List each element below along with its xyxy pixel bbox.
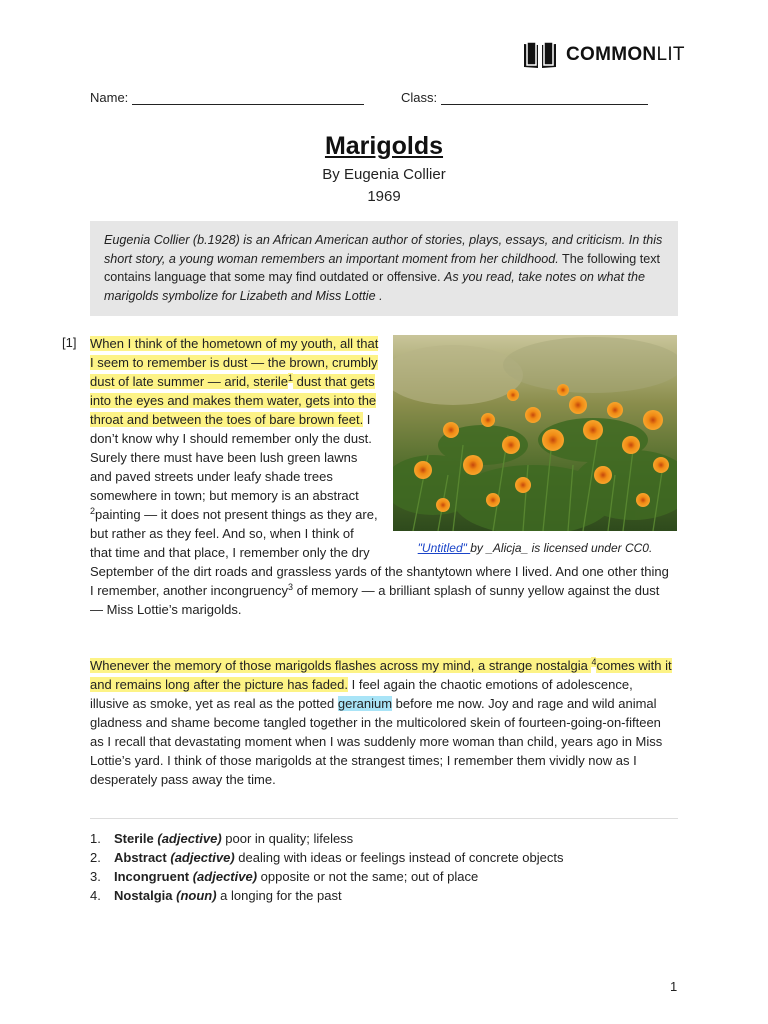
intro-box (90, 221, 678, 316)
photo-license-text: by _Alicja_ is licensed under CC0. (470, 541, 653, 555)
footnote-number: 2. (90, 850, 101, 865)
name-blank-line[interactable] (132, 90, 364, 105)
footnote-term: Abstract (114, 850, 167, 865)
footnote-number: 4. (90, 888, 101, 903)
name-field[interactable] (90, 90, 364, 105)
footnote-definition: a longing for the past (216, 888, 342, 903)
highlight-2a: Whenever the memory of those marigolds flashes across my mind, a strange nostalgia (90, 658, 592, 673)
footnote-pos: (noun) (172, 888, 217, 903)
footnote-ref-3[interactable]: 3 (288, 582, 294, 592)
footnote-definition: dealing with ideas or feelings instead of concrete objects (234, 850, 564, 865)
paragraph-number: [1] (62, 335, 77, 350)
photo-source-link[interactable]: "Untitled" (417, 541, 471, 555)
paragraph-2 (90, 656, 674, 789)
commonlit-logo (522, 40, 685, 70)
footnote-pos: (adjective) (166, 850, 235, 865)
paragraph-1 (90, 334, 674, 619)
footnote-divider (90, 818, 678, 819)
footnote-ref-1[interactable]: 1 (287, 373, 293, 383)
footnote-term: Sterile (114, 831, 154, 846)
footnote-ref-4[interactable]: 4 (591, 657, 597, 667)
highlight-2b: comes with it and remains long after the picture has faded. (90, 658, 672, 692)
name-label: Name: (90, 90, 129, 105)
intro-text-plain: The following text contains language that some may find outdated or offensive. (104, 251, 661, 284)
intro-reading-prompt: As you read, take notes on what the marigolds symbolize for Lizabeth and Miss Lottie . (104, 270, 645, 303)
page-number: 1 (670, 979, 678, 994)
footnote-number: 3. (90, 869, 101, 884)
footnote-item (90, 848, 563, 867)
author-byline: By Eugenia Collier (322, 166, 446, 183)
publication-year: 1969 (367, 188, 401, 205)
footnote-ref-2[interactable]: 2 (90, 506, 96, 516)
footnote-term: Nostalgia (114, 888, 173, 903)
paragraph-1-text-c: of memory — a brilliant splash of sunny yellow against the dust — Miss Lottie’s marigolds. (90, 583, 660, 617)
footnote-pos: (adjective) (189, 869, 258, 884)
footnotes-list (90, 829, 563, 905)
footnote-item (90, 867, 563, 886)
marigold-photo (393, 335, 677, 531)
story-title: Marigolds (324, 132, 444, 160)
class-field[interactable] (401, 90, 648, 105)
paragraph-2-text-b: before me now. Joy and rage and wild animal gladness and shame become tangled together in the multicolored skein of fourteen-going-on-fifteen as I recall that devastating moment when I was suddenly more woman than child, years ago in Miss Lottie’s yard. I think of those marigolds at the strangest times; I remember them vividly now as I desperately pass away the time. (90, 696, 663, 787)
photo-caption (393, 539, 677, 558)
class-blank-line[interactable] (441, 90, 648, 105)
figure (393, 335, 677, 558)
logo-text: COMMONLIT (566, 44, 685, 65)
highlight-geranium: geranium (337, 696, 393, 711)
footnote-number: 1. (90, 831, 101, 846)
footnote-item (90, 829, 563, 848)
paragraph-2-text-a: I feel again the chaotic emotions of adolescence, illusive as smoke, yet as real as the potted (90, 677, 633, 711)
footnote-term: Incongruent (114, 869, 190, 884)
paragraph-1-text-b: painting — it does not present things as they are, but rather as they feel. And so, when I think of that time and that place, I remember only the dry September of the dirt roads and grassless yards of the shantytown where I lived. And one other thing I remember, another incongruency (90, 507, 669, 598)
highlight-1a: When I think of the hometown of my youth, all that I seem to remember is dust — the brown, crumbly dust of late summer — arid, sterile (90, 336, 379, 389)
footnote-definition: poor in quality; lifeless (221, 831, 354, 846)
intro-text-italic: Eugenia Collier (b.1928) is an African American author of stories, plays, essays, and criticism. In this short story, a young woman remembers an important moment from her childhood. (104, 233, 663, 266)
class-label: Class: (401, 90, 438, 105)
footnote-definition: opposite or not the same; out of place (257, 869, 479, 884)
open-book-icon (522, 40, 558, 70)
paragraph-1-text-a: I don’t know why I should remember only the dust. Surely there must have been lush green lawns and paved streets under leafy shade trees somewhere in town; but memory is an abstract (90, 412, 372, 503)
highlight-1b: dust that gets into the eyes and makes them water, gets into the throat and between the toes of bare brown feet. (90, 374, 377, 427)
footnote-pos: (adjective) (153, 831, 222, 846)
footnote-item (90, 886, 563, 905)
